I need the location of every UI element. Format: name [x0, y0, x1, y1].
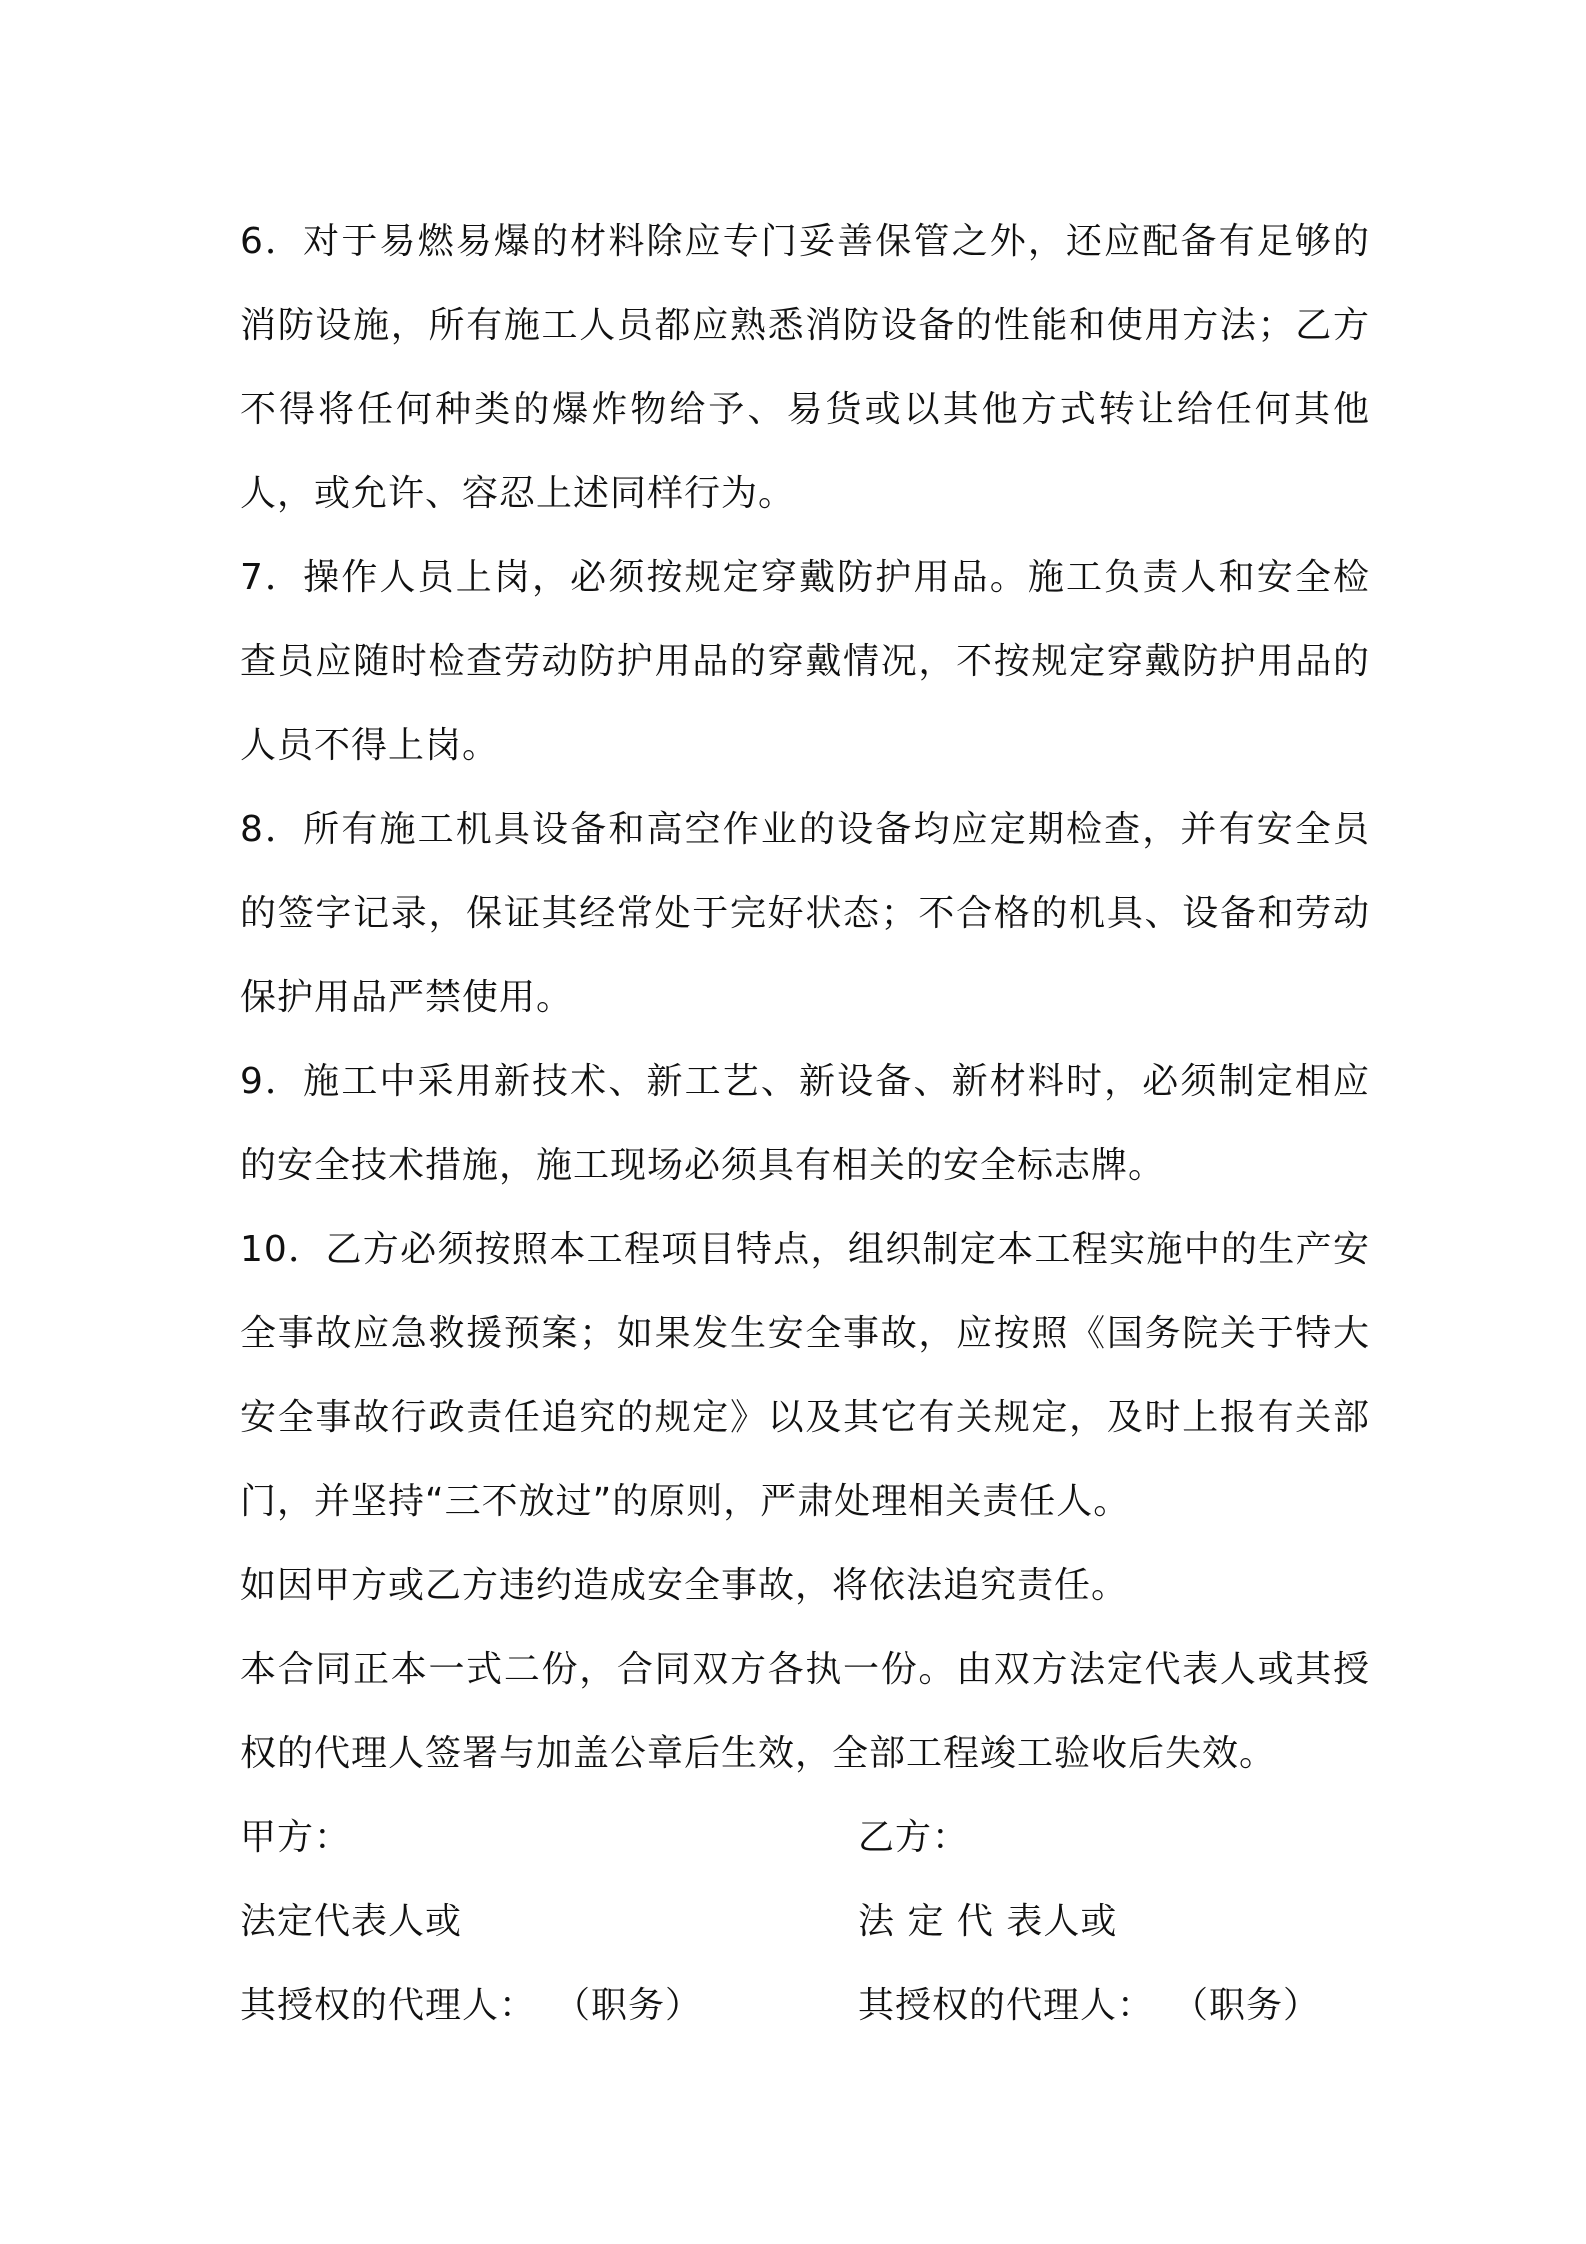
- party-a-representative: 法定代表人或: [240, 1901, 463, 1942]
- party-a-agent-group: [240, 1964, 702, 2048]
- party-b-duty: （职务）: [1190, 1985, 1321, 2026]
- clause-6: 6．对于易燃易爆的材料除应专门妥善保管之外，还应配备有足够的消防设施，所有施工人员都应熟悉消防设备的性能和使用方法；乙方不得将任何种类的爆炸物给予、易货或以其他方式转让给任何其他人，或允许、容忍上述同样行为。: [240, 221, 1370, 514]
- party-b-agent: 其授权的代理人：: [858, 1985, 1155, 2026]
- clause-8: 8．所有施工机具设备和高空作业的设备均应定期检查，并有安全员的签字记录，保证其经常处于完好状态；不合格的机具、设备和劳动保护用品严禁使用。: [240, 809, 1370, 1018]
- clause-9: 9．施工中采用新技术、新工艺、新设备、新材料时，必须制定相应的安全技术措施，施工现场必须具有相关的安全标志牌。: [240, 1061, 1370, 1186]
- signature-block: [240, 1796, 1370, 2048]
- party-b-representative: 法 定 代 表人或: [858, 1901, 1118, 1942]
- party-a-agent: 其授权的代理人：: [240, 1985, 537, 2026]
- party-a-label: 甲方：: [240, 1817, 352, 1858]
- party-b-label: 乙方：: [858, 1817, 970, 1858]
- party-a-duty: （职务）: [572, 1985, 703, 2026]
- party-b-agent-group: [858, 1964, 1320, 2048]
- signature-representative-row: [240, 1880, 1370, 1964]
- clause-10: 10．乙方必须按照本工程项目特点，组织制定本工程实施中的生产安全事故应急救援预案；如果发生安全事故，应按照《国务院关于特大安全事故行政责任追究的规定》以及其它有关规定，及时上报有关部门，并坚持“三不放过”的原则，严肃处理相关责任人。: [240, 1229, 1370, 1522]
- clause-7: 7．操作人员上岗，必须按规定穿戴防护用品。施工负责人和安全检查员应随时检查劳动防护用品的穿戴情况，不按规定穿戴防护用品的人员不得上岗。: [240, 557, 1370, 766]
- liability-statement: 如因甲方或乙方违约造成安全事故，将依法追究责任。: [240, 1565, 1129, 1606]
- contract-validity-statement: 本合同正本一式二份，合同双方各执一份。由双方法定代表人或其授权的代理人签署与加盖公章后生效，全部工程竣工验收后失效。: [240, 1649, 1370, 1774]
- signature-agent-row: [240, 1964, 1370, 2048]
- signature-party-row: [240, 1796, 1370, 1880]
- document-body: [240, 200, 1370, 2048]
